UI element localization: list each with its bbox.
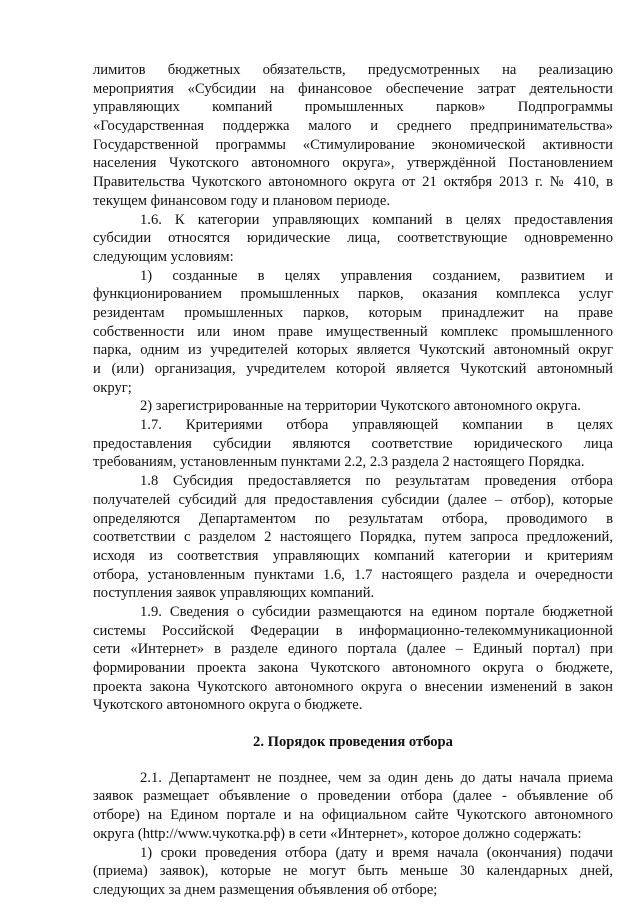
text-line: исходя из соответствия управляющих компаний категории и критериям (93, 547, 613, 564)
paragraph-1-6-line: 1.6. К категории управляющих компаний в целях предоставления (140, 211, 613, 228)
text-line: Государственной программы «Стимулирование экономической активности (93, 136, 613, 153)
paragraph-2-1-line: 2.1. Департамент не позднее, чем за один день до даты начала приема (140, 769, 613, 786)
text-line: отбора, установленным пунктами 1.6, 1.7 настоящего раздела и очередности (93, 566, 613, 583)
paragraph-1-8-line: 1.8 Субсидия предоставляется по результатам проведения отбора (140, 473, 613, 490)
section-heading: 2. Порядок проведения отбора (253, 734, 453, 751)
list-item-2-line: 2) зарегистрированные на территории Чукотского автономного округа. (140, 398, 581, 415)
text-line: поступления заявок управляющих компаний. (93, 585, 375, 602)
text-line: соответствии с разделом 2 настоящего Порядка, путем запроса предложений, (93, 529, 613, 546)
text-line: (приема) заявок), которые не могут быть меньше 30 календарных дней, (93, 863, 613, 880)
text-line: следующим условиям: (93, 248, 234, 265)
text-line: заявок размещает объявление о проведении отбора (далее - объявление об (93, 788, 613, 805)
text-line: определяются Департаментом по результатам отбора, проводимого в (93, 510, 613, 527)
text-line: округ; (93, 379, 132, 396)
text-line: парка, одним из учредителей которых является Чукотский автономный округ (93, 342, 613, 359)
text-line: мероприятия «Субсидии на финансовое обеспечение затрат деятельности (93, 80, 613, 97)
text-line: следующих за днем размещения объявления об отборе; (93, 881, 438, 898)
paragraph-1-7-line: 1.7. Критериями отбора управляющей компании в целях (140, 417, 613, 434)
list-item-1-line: 1) сроки проведения отбора (дату и время начала (окончания) подачи (140, 844, 613, 861)
text-line: собственности или ином праве имущественный комплекс промышленного (93, 323, 613, 340)
text-line: проекта закона Чукотского автономного округа о внесении изменений в закон (93, 678, 613, 695)
text-line: текущем финансовом году и плановом периоде. (93, 192, 390, 209)
text-line: предоставления субсидии являются соответствие юридического лица (93, 435, 613, 452)
list-item-1-line: 1) созданные в целях управления созданием, развитием и (140, 267, 613, 284)
text-line: лимитов бюджетных обязательств, предусмотренных на реализацию (93, 62, 613, 78)
text-line: сети «Интернет» в разделе единого портала (далее – Единый портал) при (93, 641, 613, 658)
text-line: субсидии относятся юридические лица, соответствующие одновременно (93, 230, 613, 247)
text-line: населения Чукотского автономного округа», утверждённой Постановлением (93, 155, 613, 172)
text-line: и (или) организация, учредителем которой является Чукотский автономный (93, 361, 613, 377)
text-line: Правительства Чукотского автономного округа от 21 октября 2013 г. № 410, в (93, 174, 613, 191)
text-line: округа (http://www.чукотка.рф) в сети «Интернет», которое должно содержать: (93, 825, 582, 842)
text-line: резидентам промышленных парков, которым принадлежит на праве (93, 304, 613, 321)
text-line: Чукотского автономного округа о бюджете. (93, 697, 363, 714)
text-line: требованиям, установленным пунктами 2.2, 2.3 раздела 2 настоящего Порядка. (93, 454, 585, 471)
text-line: формировании проекта закона Чукотского автономного округа о бюджете, (93, 660, 613, 676)
text-line: отборе) на Едином портале и на официальном сайте Чукотского автономного (93, 807, 613, 824)
text-line: функционированием промышленных парков, оказания комплекса услуг (93, 286, 613, 303)
text-line: системы Российской Федерации в информационно-телекоммуникационной (93, 622, 613, 639)
paragraph-1-9-line: 1.9. Сведения о субсидии размещаются на едином портале бюджетной (140, 603, 613, 620)
text-line: получателей субсидий для предоставления субсидии (далее – отбор), которые (93, 491, 613, 508)
text-line: «Государственная поддержка малого и среднего предпринимательства» (93, 118, 613, 135)
text-line: управляющих компаний промышленных парков» Подпрограммы (93, 99, 613, 116)
